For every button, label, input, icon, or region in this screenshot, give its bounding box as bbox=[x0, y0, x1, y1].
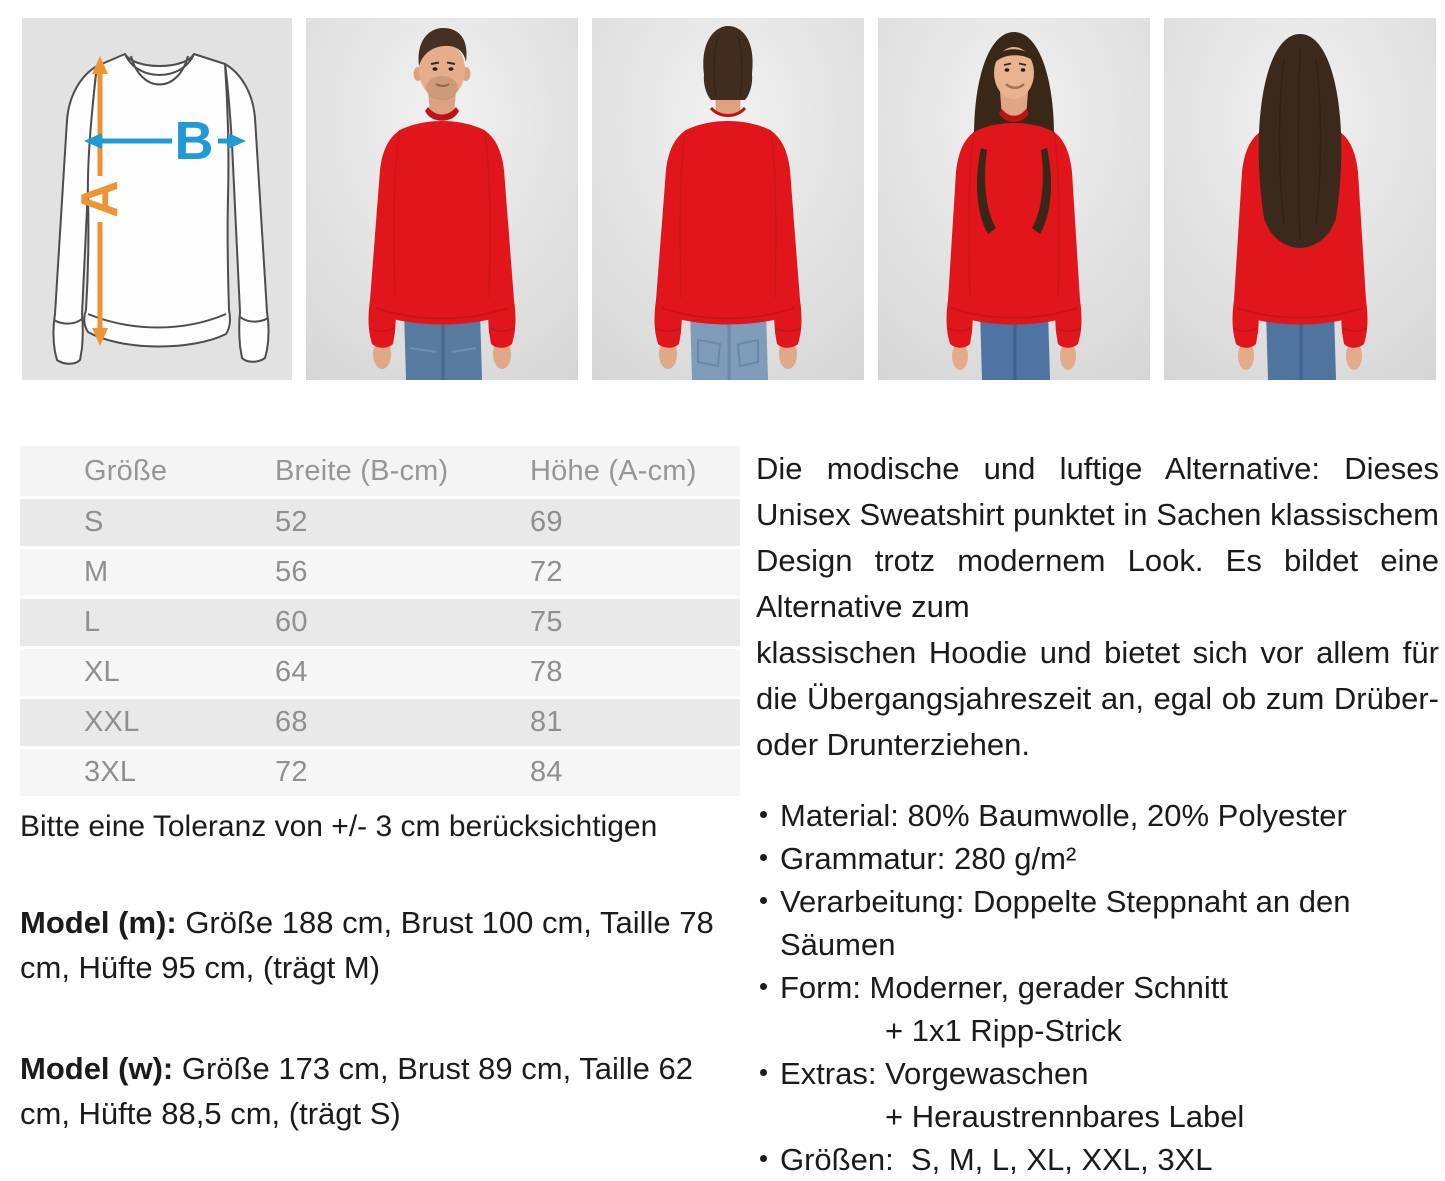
list-item-material bbox=[756, 794, 1439, 837]
male-model-back-photo bbox=[592, 18, 864, 380]
red-sweatshirt bbox=[369, 107, 516, 348]
description-paragraph: klassischen Hoodie und bietet sich vor allem für die Übergangsjahreszeit an, egal ob zum Drüber- oder Drunterziehen. bbox=[756, 635, 1439, 762]
col-header-height: Höhe (A-cm) bbox=[530, 455, 697, 487]
bullet-text: Material: 80% Baumwolle, 20% Polyester bbox=[780, 798, 1347, 833]
table-row bbox=[20, 699, 740, 746]
male-model-front-photo bbox=[306, 18, 578, 380]
height-cell: 84 bbox=[530, 756, 563, 788]
product-details bbox=[0, 446, 1445, 1181]
model-male-measurements: Größe 188 cm, Brust 100 cm, Taille 78 cm, Hüfte 95 cm, (trägt M) bbox=[20, 905, 714, 985]
table-row bbox=[20, 499, 740, 546]
col-header-width: Breite (B-cm) bbox=[275, 455, 449, 487]
width-cell: 64 bbox=[275, 656, 308, 688]
red-sweatshirt bbox=[655, 108, 802, 348]
bullet-text: Extras: Vorgewaschen bbox=[780, 1056, 1089, 1091]
height-cell: 69 bbox=[530, 506, 563, 538]
list-item-grammatur bbox=[756, 837, 1439, 880]
bullet-text: Form: Moderner, gerader Schnitt bbox=[780, 970, 1228, 1005]
table-row bbox=[20, 549, 740, 596]
list-item-extras bbox=[756, 1052, 1439, 1138]
height-cell: 81 bbox=[530, 706, 563, 738]
female-model-back-photo bbox=[1164, 18, 1436, 380]
height-cell: 78 bbox=[530, 656, 563, 688]
table-row bbox=[20, 749, 740, 796]
bullet-text: Verarbeitung: Doppelte Steppnaht an den Säumen bbox=[780, 884, 1360, 962]
size-cell: 3XL bbox=[84, 756, 137, 788]
description-paragraph: Die modische und luftige Alternative: Dieses Unisex Sweatshirt punktet in Sachen klassischem Design trotz modernem Look. Es bildet eine Alternative zum bbox=[756, 451, 1439, 624]
feature-list bbox=[756, 794, 1439, 1181]
bullet-text: Grammatur: 280 g/m² bbox=[780, 841, 1077, 876]
sweatshirt-measurement-diagram bbox=[22, 18, 292, 380]
bullet-subtext: + 1x1 Ripp-Strick bbox=[885, 1013, 1122, 1048]
product-gallery bbox=[0, 0, 1445, 380]
list-item-verarbeitung bbox=[756, 880, 1439, 966]
width-cell: 56 bbox=[275, 556, 308, 588]
product-description bbox=[756, 446, 1439, 768]
bullet-text: Größen: S, M, L, XL, XXL, 3XL bbox=[780, 1142, 1213, 1177]
size-cell: XL bbox=[84, 656, 120, 688]
sizing-column bbox=[20, 446, 740, 1181]
female-back-illustration bbox=[1164, 18, 1436, 380]
height-cell: 75 bbox=[530, 606, 563, 638]
model-female-measurements: Größe 173 cm, Brust 89 cm, Taille 62 cm, Hüfte 88,5 cm, (trägt S) bbox=[20, 1051, 693, 1131]
size-cell: S bbox=[84, 506, 104, 538]
width-cell: 68 bbox=[275, 706, 308, 738]
size-cell: L bbox=[84, 606, 101, 638]
size-cell: M bbox=[84, 556, 109, 588]
male-front-illustration bbox=[306, 18, 578, 380]
model-male-info bbox=[20, 900, 720, 990]
model-male-label: Model (m): bbox=[20, 905, 177, 940]
height-cell: 72 bbox=[530, 556, 563, 588]
height-label: A bbox=[71, 180, 129, 218]
red-sweatshirt bbox=[947, 109, 1082, 348]
width-cell: 52 bbox=[275, 506, 308, 538]
male-back-illustration bbox=[592, 18, 864, 380]
size-diagram-tile bbox=[22, 18, 292, 380]
model-female-info bbox=[20, 1046, 720, 1136]
bullet-subtext: + Heraustrennbares Label bbox=[885, 1099, 1245, 1134]
table-row bbox=[20, 649, 740, 696]
model-female-label: Model (w): bbox=[20, 1051, 174, 1086]
width-cell: 60 bbox=[275, 606, 308, 638]
size-cell: XXL bbox=[84, 706, 140, 738]
col-header-size: Größe bbox=[84, 455, 168, 487]
width-cell: 72 bbox=[275, 756, 308, 788]
list-item-form bbox=[756, 966, 1439, 1052]
hair bbox=[1259, 34, 1342, 248]
table-row bbox=[20, 599, 740, 646]
female-model-front-photo bbox=[878, 18, 1150, 380]
tolerance-note: Bitte eine Toleranz von +/- 3 cm berücksichtigen bbox=[20, 810, 658, 843]
description-column bbox=[756, 446, 1439, 1181]
width-label: B bbox=[174, 111, 214, 171]
size-table-header bbox=[20, 446, 740, 496]
size-table bbox=[20, 446, 740, 796]
list-item-groessen bbox=[756, 1138, 1439, 1181]
female-front-illustration bbox=[878, 18, 1150, 380]
hair bbox=[703, 26, 752, 100]
